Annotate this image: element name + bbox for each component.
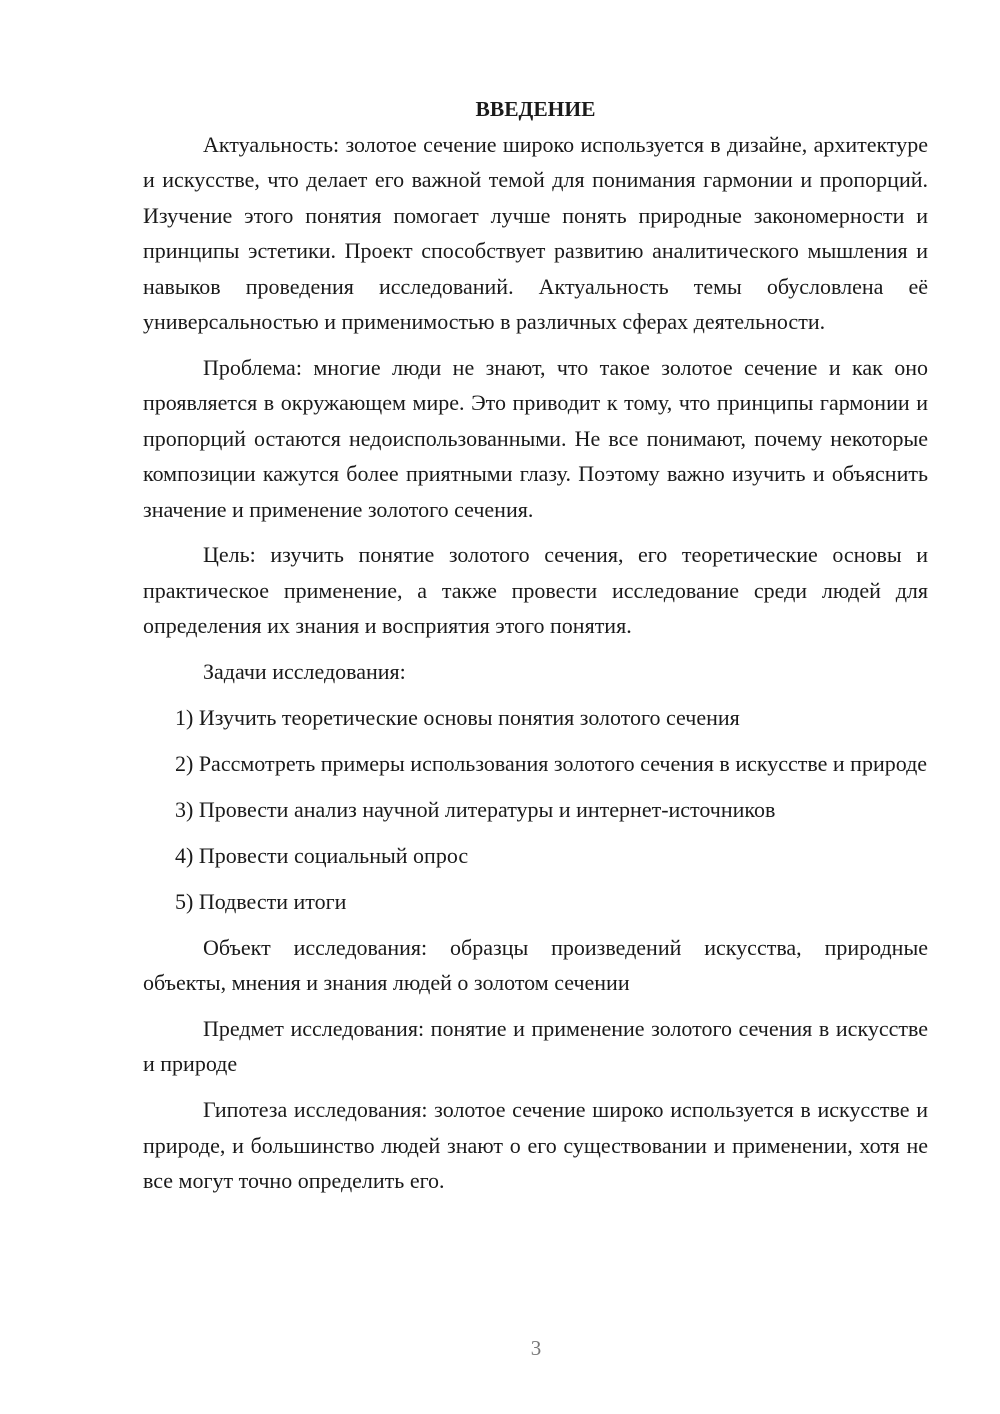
list-item: 1) Изучить теоретические основы понятия золотого сечения — [175, 705, 740, 731]
hypothesis-paragraph: Гипотеза исследования: золотое сечение широко используется в искусстве и природе, и большинство людей знают о его существовании и применении, хотя не все могут точно определить его. — [143, 1097, 928, 1194]
list-item: 3) Провести анализ научной литературы и интернет-источников — [175, 796, 776, 822]
list-item: 2) Рассмотреть примеры использования золотого сечения в искусстве и природе — [175, 751, 928, 776]
document-page — [143, 92, 928, 1209]
problem-paragraph: Проблема: многие люди не знают, что такое золотое сечение и как оно проявляется в окружающем мире. Это приводит к тому, что принципы гармонии и пропорций остаются недоиспользованными. Не все понимают, почему некоторые композиции кажутся более приятными глазу. Поэтому важно изучить и объяснить значение и применение золотого сечения. — [143, 354, 928, 522]
tasks-list — [143, 700, 928, 919]
object-paragraph: Объект исследования: образцы произведений искусства, природные объекты, мнения и знания людей о золотом сечении — [143, 934, 928, 996]
goal-paragraph: Цель: изучить понятие золотого сечения, его теоретические основы и практическое применение, а также провести исследование среди людей для определения их знания и восприятия этого понятия. — [143, 542, 928, 639]
page-number: 3 — [530, 1336, 542, 1360]
list-item: 5) Подвести итоги — [175, 888, 347, 914]
tasks-title: Задачи исследования: — [203, 659, 406, 685]
subject-paragraph: Предмет исследования: понятие и применение золотого сечения в искусстве и природе — [143, 1015, 928, 1077]
page-title: ВВЕДЕНИЕ — [475, 97, 596, 121]
list-item: 4) Провести социальный опрос — [175, 842, 469, 868]
relevance-paragraph: Актуальность: золотое сечение широко используется в дизайне, архитектуре и искусстве, что делает его важной темой для понимания гармонии и пропорций. Изучение этого понятия помогает лучше понять природные закономерности и принципы эстетики. Проект способствует развитию аналитического мышления и навыков проведения исследований. Актуальность темы обусловлена её универсальностью и применимостью в различных сферах деятельности. — [143, 132, 928, 335]
